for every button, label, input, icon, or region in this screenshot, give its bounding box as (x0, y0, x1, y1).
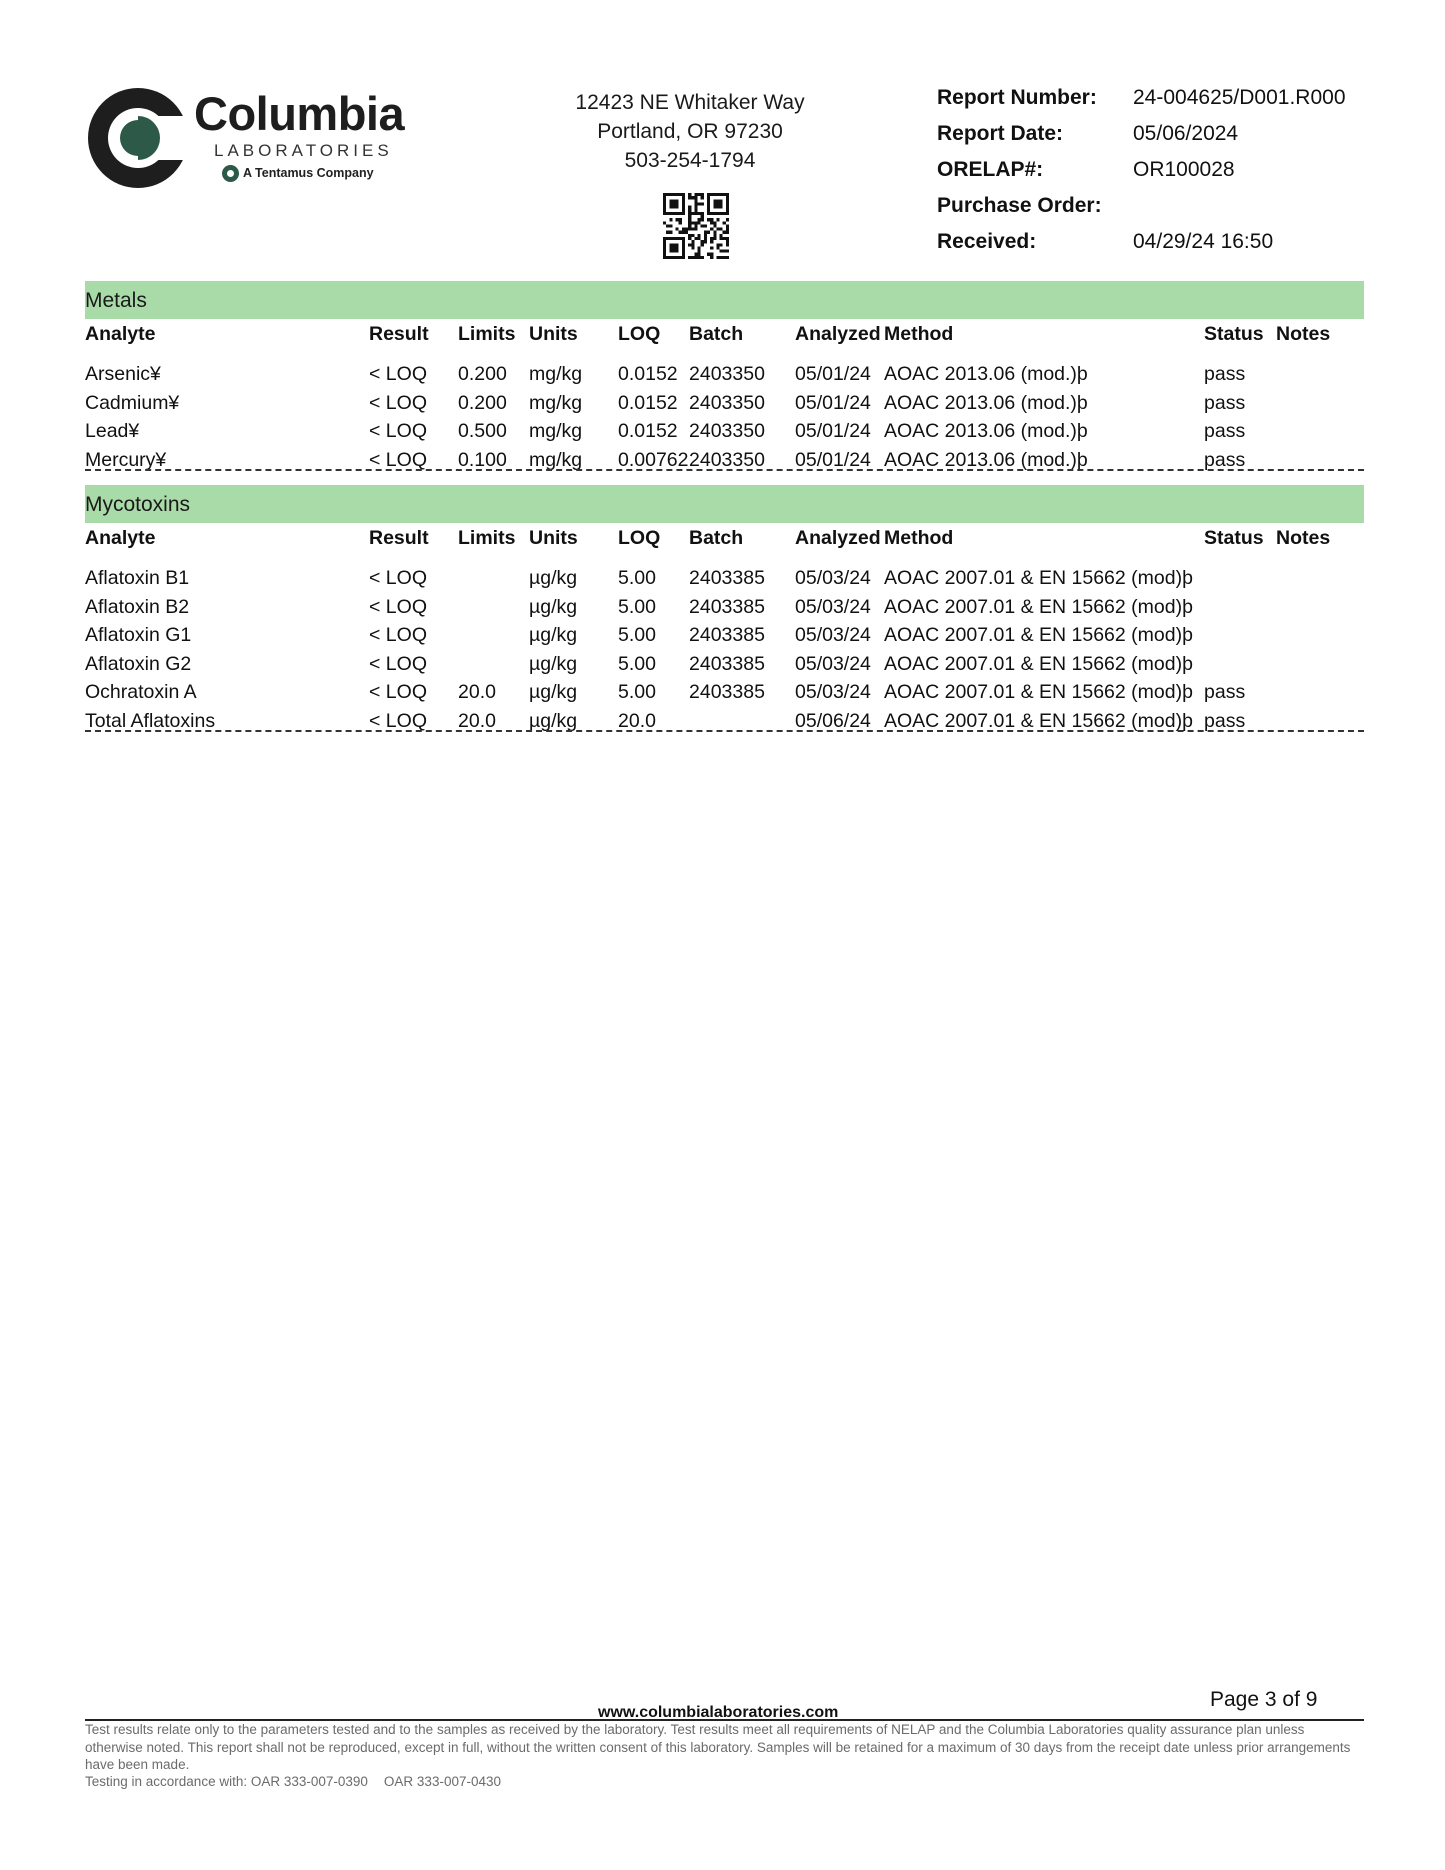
cell-method: AOAC 2007.01 & EN 15662 (mod)þ (884, 681, 1193, 703)
header-method: Method (884, 323, 954, 345)
metals-divider (85, 469, 1364, 471)
table-row (85, 672, 1364, 701)
cell-loq: 5.00 (618, 624, 656, 646)
table-row (85, 440, 1364, 469)
cell-result: < LOQ (369, 420, 427, 442)
meta-received (937, 230, 1377, 266)
header-analyte: Analyte (85, 527, 156, 549)
cell-analyte: Aflatoxin G2 (85, 652, 192, 675)
logo-tagline-text: A Tentamus Company (243, 165, 374, 180)
header-loq: LOQ (618, 527, 661, 549)
testing-oar-1: Testing in accordance with: OAR 333-007-0390 (85, 1774, 368, 1789)
mycotoxins-table (85, 523, 1364, 732)
cell-units: µg/kg (529, 652, 578, 675)
cell-limits: 0.500 (458, 420, 507, 442)
cell-result: < LOQ (369, 391, 427, 414)
cell-analyzed: 05/03/24 (795, 624, 871, 646)
cell-units: µg/kg (529, 624, 578, 646)
table-row (85, 615, 1364, 644)
website-link[interactable]: www.columbialaboratories.com (598, 1704, 839, 1721)
cell-units: µg/kg (529, 567, 578, 589)
meta-orelap (937, 158, 1377, 194)
mycotoxins-divider (85, 730, 1364, 732)
cell-result: < LOQ (369, 624, 427, 646)
cell-analyte: Aflatoxin G1 (85, 624, 192, 646)
address-phone: 503-254-1794 (624, 149, 756, 172)
cell-loq: 0.0152 (618, 363, 678, 385)
cell-units: mg/kg (529, 391, 583, 414)
footer-testing (85, 1774, 501, 1789)
cell-units: µg/kg (529, 681, 578, 703)
header-status: Status (1204, 527, 1264, 549)
meta-value: 04/29/24 16:50 (1133, 230, 1274, 253)
header-analyzed: Analyzed (795, 323, 881, 345)
cell-result: < LOQ (369, 709, 427, 732)
cell-analyte: Aflatoxin B2 (85, 595, 190, 618)
cell-batch: 2403385 (689, 567, 765, 589)
meta-report-number (937, 86, 1377, 122)
meta-label: Received: (937, 230, 1037, 253)
header-loq: LOQ (618, 323, 661, 345)
table-header (85, 523, 1364, 558)
cell-status: pass (1204, 448, 1246, 471)
meta-label: Report Number: (937, 86, 1097, 109)
columbia-logo-icon (86, 86, 190, 190)
cell-batch: 2403350 (689, 363, 765, 385)
cell-units: mg/kg (529, 363, 583, 385)
meta-label: Report Date: (937, 122, 1064, 145)
header-units: Units (529, 323, 578, 345)
header-notes: Notes (1276, 323, 1331, 345)
cell-result: < LOQ (369, 595, 427, 618)
cell-batch: 2403385 (689, 624, 765, 646)
cell-result: < LOQ (369, 681, 427, 703)
cell-units: µg/kg (529, 709, 578, 732)
table-row (85, 644, 1364, 673)
cell-analyzed: 05/01/24 (795, 363, 871, 385)
cell-analyzed: 05/03/24 (795, 652, 871, 675)
cell-status: pass (1204, 363, 1246, 385)
cell-status: pass (1204, 420, 1246, 442)
cell-units: µg/kg (529, 595, 578, 618)
cell-method: AOAC 2007.01 & EN 15662 (mod)þ (884, 624, 1193, 646)
cell-analyte: Mercury¥ (85, 448, 167, 471)
cell-method: AOAC 2007.01 & EN 15662 (mod)þ (884, 595, 1193, 618)
cell-batch: 2403385 (689, 595, 765, 618)
cell-loq: 20.0 (618, 709, 656, 732)
meta-label: Purchase Order: (937, 194, 1102, 217)
cell-analyzed: 05/03/24 (795, 595, 871, 618)
meta-report-date (937, 122, 1377, 158)
section-mycotoxins-title: Mycotoxins (85, 485, 1364, 523)
table-row (85, 354, 1364, 383)
cell-loq: 5.00 (618, 652, 656, 675)
lab-address (540, 88, 840, 175)
table-row (85, 411, 1364, 440)
cell-result: < LOQ (369, 567, 427, 589)
table-row (85, 701, 1364, 730)
company-logo (86, 86, 416, 191)
cell-batch: 2403350 (689, 420, 765, 442)
cell-method: AOAC 2013.06 (mod.)þ (884, 391, 1088, 414)
header-method: Method (884, 527, 954, 549)
cell-limits: 20.0 (458, 681, 496, 703)
cell-batch: 2403385 (689, 652, 765, 675)
header-limits: Limits (458, 323, 516, 345)
meta-purchase-order (937, 194, 1377, 230)
table-header (85, 319, 1364, 354)
cell-analyzed: 05/03/24 (795, 681, 871, 703)
cell-batch: 2403350 (689, 391, 765, 414)
logo-wordmark: Columbia (194, 87, 405, 140)
cell-method: AOAC 2007.01 & EN 15662 (mod)þ (884, 567, 1193, 589)
cell-loq: 5.00 (618, 681, 656, 703)
cell-analyte: Cadmium¥ (85, 391, 180, 414)
report-meta (937, 86, 1377, 266)
logo-tagline (222, 165, 374, 182)
meta-label: ORELAP#: (937, 158, 1044, 181)
address-street: 12423 NE Whitaker Way (575, 91, 805, 114)
cell-result: < LOQ (369, 652, 427, 675)
cell-limits: 0.100 (458, 448, 507, 471)
cell-method: AOAC 2007.01 & EN 15662 (mod)þ (884, 652, 1193, 675)
cell-loq: 0.00762 (618, 448, 689, 471)
cell-units: mg/kg (529, 420, 583, 442)
cell-analyte: Lead¥ (85, 420, 140, 442)
meta-value: 05/06/2024 (1133, 122, 1239, 145)
cell-limits: 0.200 (458, 363, 507, 385)
cell-analyzed: 05/06/24 (795, 709, 871, 732)
cell-method: AOAC 2013.06 (mod.)þ (884, 448, 1088, 471)
header-analyzed: Analyzed (795, 527, 881, 549)
cell-loq: 0.0152 (618, 391, 678, 414)
header-notes: Notes (1276, 527, 1331, 549)
cell-units: mg/kg (529, 448, 583, 471)
table-row (85, 587, 1364, 616)
header-limits: Limits (458, 527, 516, 549)
cell-analyte: Aflatoxin B1 (85, 567, 190, 589)
cell-limits: 20.0 (458, 709, 496, 732)
cell-result: < LOQ (369, 448, 427, 471)
cell-analyzed: 05/01/24 (795, 448, 871, 471)
cell-analyte: Total Aflatoxins (85, 709, 216, 732)
cell-analyte: Ochratoxin A (85, 681, 197, 703)
logo-subtitle: LABORATORIES (214, 141, 393, 160)
footer-disclaimer: Test results relate only to the parameters tested and to the samples as received by the laboratory. Test results meet all requirements of NELAP and the Columbia Laboratories quality assurance plan unless otherwise noted. This report shall not be reproduced, except in full, without the written consent of this laboratory. Samples will be retained for a maximum of 30 days from the receipt date unless prior arrangements have been made. (85, 1722, 1351, 1772)
cell-result: < LOQ (369, 363, 427, 385)
cell-loq: 5.00 (618, 595, 656, 618)
meta-value: 24-004625/D001.R000 (1133, 86, 1346, 109)
header-analyte: Analyte (85, 323, 156, 345)
cell-method: AOAC 2013.06 (mod.)þ (884, 420, 1088, 442)
cell-method: AOAC 2007.01 & EN 15662 (mod)þ (884, 709, 1193, 732)
cell-method: AOAC 2013.06 (mod.)þ (884, 363, 1088, 385)
header-result: Result (369, 323, 429, 345)
table-row (85, 383, 1364, 412)
cell-loq: 0.0152 (618, 420, 678, 442)
testing-oar-2: OAR 333-007-0430 (383, 1774, 501, 1789)
cell-analyzed: 05/01/24 (795, 391, 871, 414)
header-status: Status (1204, 323, 1264, 345)
metals-table (85, 319, 1364, 471)
cell-analyzed: 05/03/24 (795, 567, 871, 589)
cell-status: pass (1204, 709, 1246, 732)
cell-status: pass (1204, 681, 1246, 703)
page-number: Page 3 of 9 (1210, 1688, 1318, 1711)
cell-status: pass (1204, 391, 1246, 414)
cell-batch: 2403385 (689, 681, 765, 703)
qr-code-icon[interactable] (663, 193, 729, 259)
table-row (85, 558, 1364, 587)
address-city: Portland, OR 97230 (597, 120, 783, 143)
section-metals-title: Metals (85, 281, 1364, 319)
cell-loq: 5.00 (618, 567, 656, 589)
cell-batch: 2403350 (689, 448, 765, 471)
header-batch: Batch (689, 527, 744, 549)
header-batch: Batch (689, 323, 744, 345)
cell-limits: 0.200 (458, 391, 507, 414)
header-units: Units (529, 527, 578, 549)
cell-analyte: Arsenic¥ (85, 363, 161, 385)
tentamus-icon (222, 165, 239, 182)
header-result: Result (369, 527, 429, 549)
meta-value: OR100028 (1133, 158, 1235, 181)
cell-analyzed: 05/01/24 (795, 420, 871, 442)
